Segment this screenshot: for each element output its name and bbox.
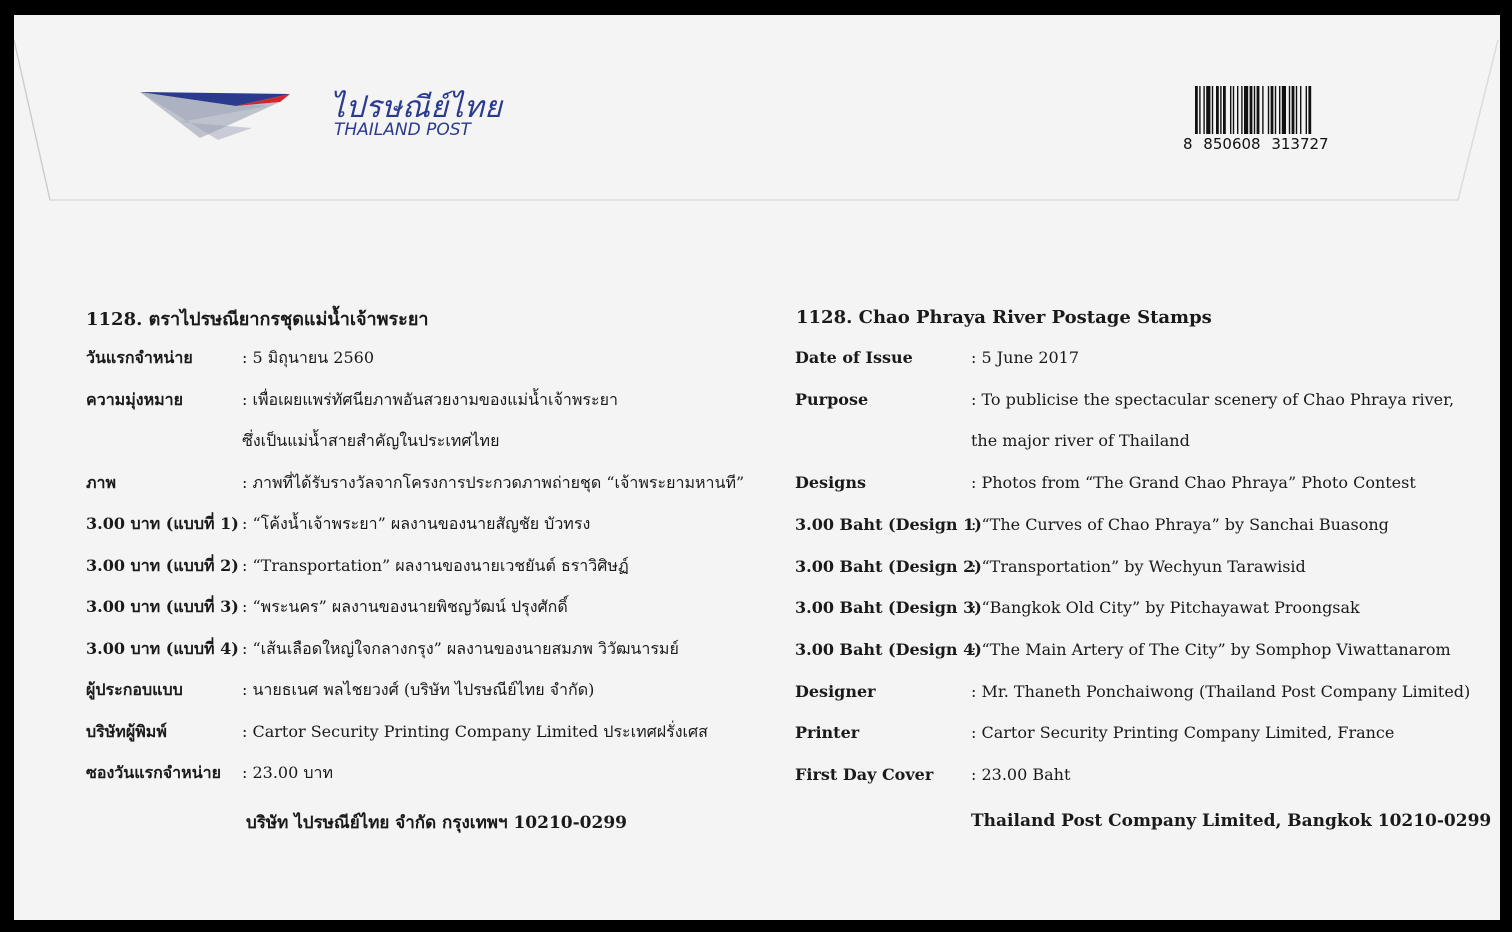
barcode-bar (1195, 86, 1198, 134)
english-row-value: : 23.00 Baht (971, 765, 1071, 784)
thai-row-label: วันแรกจำหน่าย (86, 348, 193, 367)
thai-row-value: : เพื่อเผยแพร่ทัศนียภาพอันสวยงามของแม่น้ำเจ้าพระยา (242, 389, 618, 409)
barcode-bar (1250, 86, 1253, 134)
english-row-label: Designer (795, 681, 876, 701)
barcode-bar (1289, 86, 1290, 134)
english-row-value: : Cartor Security Printing Company Limited, France (971, 723, 1395, 743)
thai-row-value: : นายธเนศ พลไชยวงศ์ (บริษัท ไปรษณีย์ไทย จำกัด) (242, 680, 595, 699)
barcode-bar (1230, 86, 1231, 134)
thai-row-value: : “เส้นเลือดใหญ่ใจกลางกรุง” ผลงานของนายสมภพ วิวัฒนารมย์ (242, 638, 679, 658)
english-row-value: the major river of Thailand (971, 431, 1190, 451)
thai-footer-address: บริษัท ไปรษณีย์ไทย จำกัด กรุงเทพฯ 10210-0299 (246, 813, 627, 833)
thai-row-value: : 5 มิถุนายน 2560 (242, 348, 375, 367)
barcode-bar (1271, 86, 1274, 134)
thailand-post-logo (140, 88, 510, 148)
barcode-bar (1216, 86, 1219, 134)
thai-row-value: : Cartor Security Printing Company Limited ประเทศฝรั่งเศส (242, 721, 708, 741)
english-row-label: Printer (795, 723, 860, 743)
english-title: 1128. Chao Phraya River Postage Stamps (796, 307, 1212, 328)
english-row-value: : “The Main Artery of The City” by Somphop Viwattanarom (971, 639, 1451, 659)
thai-row-label: 3.00 บาท (แบบที่ 4) (86, 638, 239, 658)
wing-logo-icon (140, 88, 320, 148)
thai-row-label: 3.00 บาท (แบบที่ 1) (86, 514, 239, 533)
thai-row-label: 3.00 บาท (แบบที่ 2) (86, 555, 239, 575)
barcode (1183, 86, 1359, 156)
barcode-bar (1223, 86, 1226, 134)
barcode-bar (1262, 86, 1263, 134)
english-row-value: : “Transportation” by Wechyun Tarawisid (971, 556, 1306, 576)
english-row-label: 3.00 Baht (Design 1) (795, 514, 982, 534)
barcode-bar (1237, 86, 1238, 134)
thai-title: 1128. ตราไปรษณียากรชุดแม่น้ำเจ้าพระยา (86, 309, 429, 330)
thai-row-value: : ภาพที่ได้รับรางวัลจากโครงการประกวดภาพถ่ายชุด “เจ้าพระยามหานที” (242, 472, 745, 492)
logo-english-text: THAILAND POST (334, 120, 471, 140)
barcode-bar (1306, 86, 1307, 134)
thai-row-value: : “โค้งน้ำเจ้าพระยา” ผลงานของนายสัญชัย บัวทรง (242, 514, 591, 533)
barcode-bar (1206, 86, 1210, 134)
barcode-bar (1233, 86, 1234, 134)
english-row-label: 3.00 Baht (Design 4) (795, 639, 982, 659)
barcode-bar (1296, 86, 1297, 134)
english-row-label: Designs (795, 473, 866, 493)
barcode-bar (1203, 86, 1204, 134)
barcode-number: 8 850608 313727 (1183, 135, 1329, 153)
thai-row-label: ความมุ่งหมาย (86, 389, 184, 409)
thai-row-value: : “พระนคร” ผลงานของนายพิชญวัฒน์ ปรุงศักดิ์ (242, 597, 568, 616)
thai-row-value: : “Transportation” ผลงานของนายเวชยันต์ ธราวิศิษฏ์ (242, 555, 629, 575)
barcode-bar (1241, 86, 1242, 134)
english-row-label: Date of Issue (795, 348, 913, 367)
barcode-bar (1254, 86, 1255, 134)
thai-row-label: ผู้ประกอบแบบ (86, 680, 183, 699)
english-row-value: : 5 June 2017 (971, 348, 1080, 367)
barcode-bars (1195, 86, 1359, 134)
english-row-value: : Photos from “The Grand Chao Phraya” Photo Contest (971, 473, 1416, 493)
barcode-bar (1279, 86, 1280, 134)
english-row-value: : “The Curves of Chao Phraya” by Sanchai Buasong (971, 514, 1389, 534)
barcode-bar (1199, 86, 1200, 134)
thai-row-label: ซองวันแรกจำหน่าย (86, 763, 221, 782)
thai-row-value: : 23.00 บาท (242, 763, 334, 782)
barcode-bar (1292, 86, 1295, 134)
barcode-bar (1212, 86, 1213, 134)
barcode-bar (1220, 86, 1221, 134)
barcode-bar (1308, 86, 1311, 134)
english-row-label: Purpose (795, 389, 869, 409)
english-row-label: 3.00 Baht (Design 2) (795, 556, 982, 576)
english-row-value: : “Bangkok Old City” by Pitchayawat Proongsak (971, 598, 1360, 618)
barcode-bar (1257, 86, 1260, 134)
barcode-bar (1244, 86, 1248, 134)
thai-row-label: 3.00 บาท (แบบที่ 3) (86, 597, 239, 616)
barcode-bar (1282, 86, 1286, 134)
barcode-bar (1275, 86, 1276, 134)
english-row-value: : To publicise the spectacular scenery of Chao Phraya river, (971, 389, 1455, 409)
barcode-bar (1300, 86, 1301, 134)
barcode-bar (1268, 86, 1269, 134)
english-row-value: : Mr. Thaneth Ponchaiwong (Thailand Post Company Limited) (971, 681, 1471, 701)
thai-row-label: ภาพ (86, 472, 117, 492)
logo-thai-text: ไปรษณีย์ไทย (330, 90, 503, 125)
thai-row-label: บริษัทผู้พิมพ์ (86, 721, 167, 741)
english-row-label: First Day Cover (795, 765, 934, 784)
english-footer-address: Thailand Post Company Limited, Bangkok 10210-0299 (971, 811, 1492, 831)
thai-row-value: ซึ่งเป็นแม่น้ำสายสำคัญในประเทศไทย (242, 431, 500, 450)
english-row-label: 3.00 Baht (Design 3) (795, 598, 982, 618)
